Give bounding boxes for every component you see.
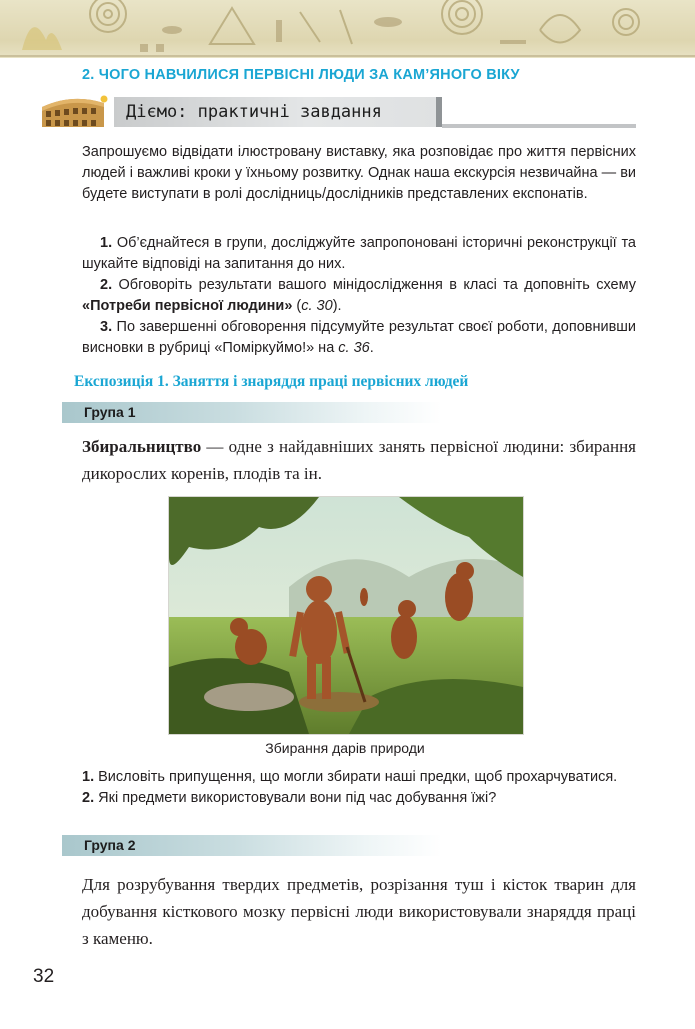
header-banner xyxy=(0,0,695,58)
page-reference: с. 36 xyxy=(338,340,370,356)
task-list xyxy=(82,233,636,359)
task-number: 3. xyxy=(100,319,113,335)
practice-header xyxy=(38,97,636,131)
task-bold-term: «Потреби первісної людини» xyxy=(82,298,293,314)
group-1-label: Група 1 xyxy=(84,404,136,420)
task-text: По завершенні обговорення підсумуйте результат своєї роботи, доповнивши висновки в рубриці «Поміркуймо!» на xyxy=(82,319,636,356)
task-text: ). xyxy=(332,298,342,314)
question-item xyxy=(82,788,636,809)
task-number: 2. xyxy=(100,277,113,293)
question-number: 1. xyxy=(82,769,95,785)
intro-paragraph: Запрошуємо відвідати ілюстровану виставку, яка розповідає про життя первісних людей і важливі кроки у їхньому розвитку. Однак наша екскурсія незвичайна — ви будете виступати в ролі дослідниць/дослідників представлених експонатів. xyxy=(82,144,636,202)
page-reference: с. 30 xyxy=(301,298,333,314)
definition-text: — одне з найдавніших занять первісної людини: збирання дикорослих коренів, плодів та ін. xyxy=(82,437,636,483)
gatherers-illustration xyxy=(168,496,524,735)
page-number: 32 xyxy=(33,966,55,987)
definition-term: Збиральництво xyxy=(82,437,202,456)
task-text: . xyxy=(369,340,374,356)
coliseum-icon xyxy=(38,95,108,129)
group-2-header xyxy=(62,835,442,856)
question-text: Які предмети використовували вони під час добування їжі? xyxy=(98,790,497,806)
question-text: Висловіть припущення, що могли збирати наші предки, щоб прохарчуватися. xyxy=(98,769,618,785)
question-item xyxy=(82,767,636,788)
practice-label: Діємо: практичні завдання xyxy=(114,97,442,127)
group-2-text: Для розрубування твердих предметів, розрізання туш і кісток тварин для добування кісткового мозку первісні люди використовували знаряддя праці з каменю. xyxy=(82,875,636,948)
task-text: Об’єднайтеся в групи, досліджуйте запропоновані історичні реконструкції та шукайте відповіді на запитання до них. xyxy=(82,235,636,272)
divider xyxy=(442,124,636,128)
task-item xyxy=(82,233,636,275)
question-list xyxy=(82,767,636,809)
task-text: Обговоріть результати вашого мінідослідження в класі та доповніть схему xyxy=(118,277,636,293)
group-1-header xyxy=(62,402,442,423)
cave-art-decoration xyxy=(0,0,695,58)
figure-caption: Збирання дарів природи xyxy=(265,740,425,756)
section-title: 2. ЧОГО НАВЧИЛИСЯ ПЕРВІСНІ ЛЮДИ ЗА КАМ’ЯНОГО ВІКУ xyxy=(82,67,520,83)
task-item xyxy=(82,317,636,359)
group-1-definition xyxy=(82,433,636,487)
task-item xyxy=(82,275,636,317)
question-number: 2. xyxy=(82,790,95,806)
exhibit-title: Експозиція 1. Заняття і знаряддя праці первісних людей xyxy=(74,373,469,390)
group-2-label: Група 2 xyxy=(84,837,136,853)
task-number: 1. xyxy=(100,235,113,251)
task-text: ( xyxy=(292,298,302,314)
